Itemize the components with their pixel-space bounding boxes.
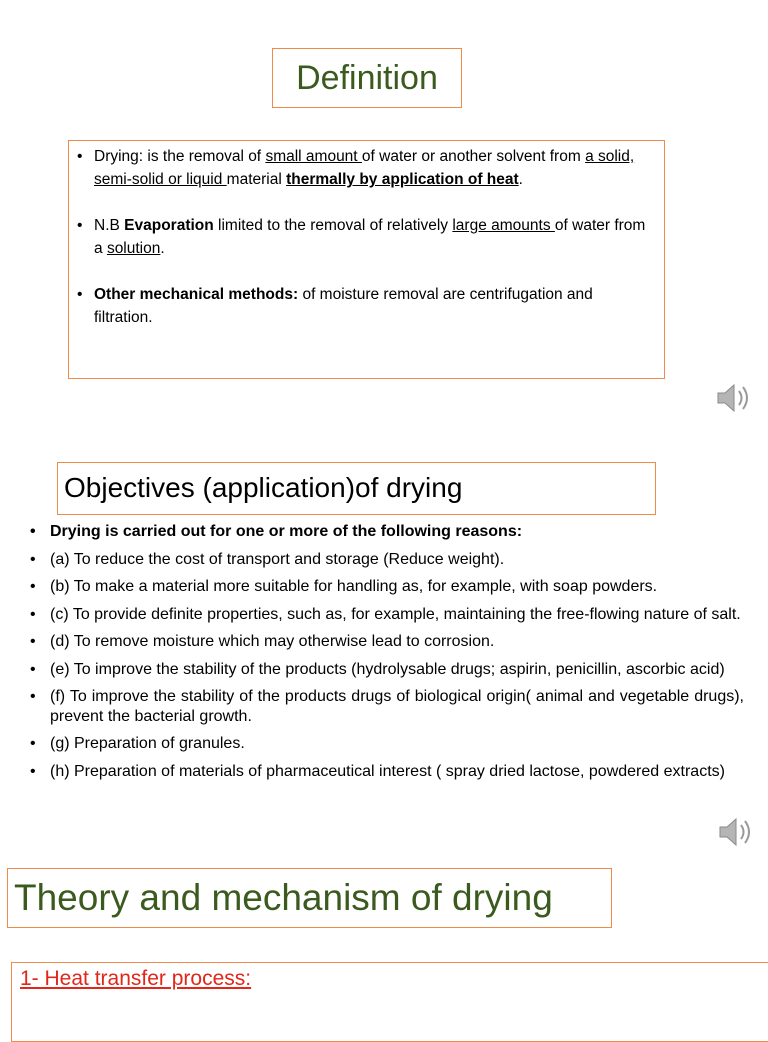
definition-bullet-evaporation: • N.B Evaporation limited to the removal of relatively large amounts of water from a solution.: [77, 214, 654, 260]
list-item: • (b) To make a material more suitable for handling as, for example, with soap powders.: [30, 577, 744, 597]
speaker-icon[interactable]: [716, 812, 756, 852]
definition-title: Definition: [272, 48, 462, 108]
definition-bullet-mechanical: • Other mechanical methods: of moisture removal are centrifugation and filtration.: [77, 283, 654, 329]
list-item: • (h) Preparation of materials of pharmaceutical interest ( spray dried lactose, powdered extracts): [30, 762, 744, 782]
objectives-list: [30, 522, 744, 789]
heat-transfer-heading: 1- Heat transfer process:: [20, 967, 252, 990]
list-item: • (f) To improve the stability of the products drugs of biological origin( animal and vegetable drugs), prevent the bacterial growth.: [30, 687, 744, 726]
theory-title: Theory and mechanism of drying: [7, 868, 612, 928]
speaker-icon[interactable]: [714, 378, 754, 418]
heat-transfer-box: [11, 962, 768, 1042]
list-item: • (a) To reduce the cost of transport and storage (Reduce weight).: [30, 550, 744, 570]
objectives-title: Objectives (application)of drying: [57, 462, 656, 515]
definition-box: [68, 140, 665, 379]
list-item: • (c) To provide definite properties, such as, for example, maintaining the free-flowing nature of salt.: [30, 605, 744, 625]
objectives-intro: • Drying is carried out for one or more of the following reasons:: [30, 522, 744, 542]
list-item: • (e) To improve the stability of the products (hydrolysable drugs; aspirin, penicillin, ascorbic acid): [30, 660, 744, 680]
definition-bullet-drying: • Drying: is the removal of small amount of water or another solvent from a solid, semi-solid or liquid material thermally by application of heat.: [77, 145, 654, 191]
list-item: • (g) Preparation of granules.: [30, 734, 744, 754]
list-item: • (d) To remove moisture which may otherwise lead to corrosion.: [30, 632, 744, 652]
